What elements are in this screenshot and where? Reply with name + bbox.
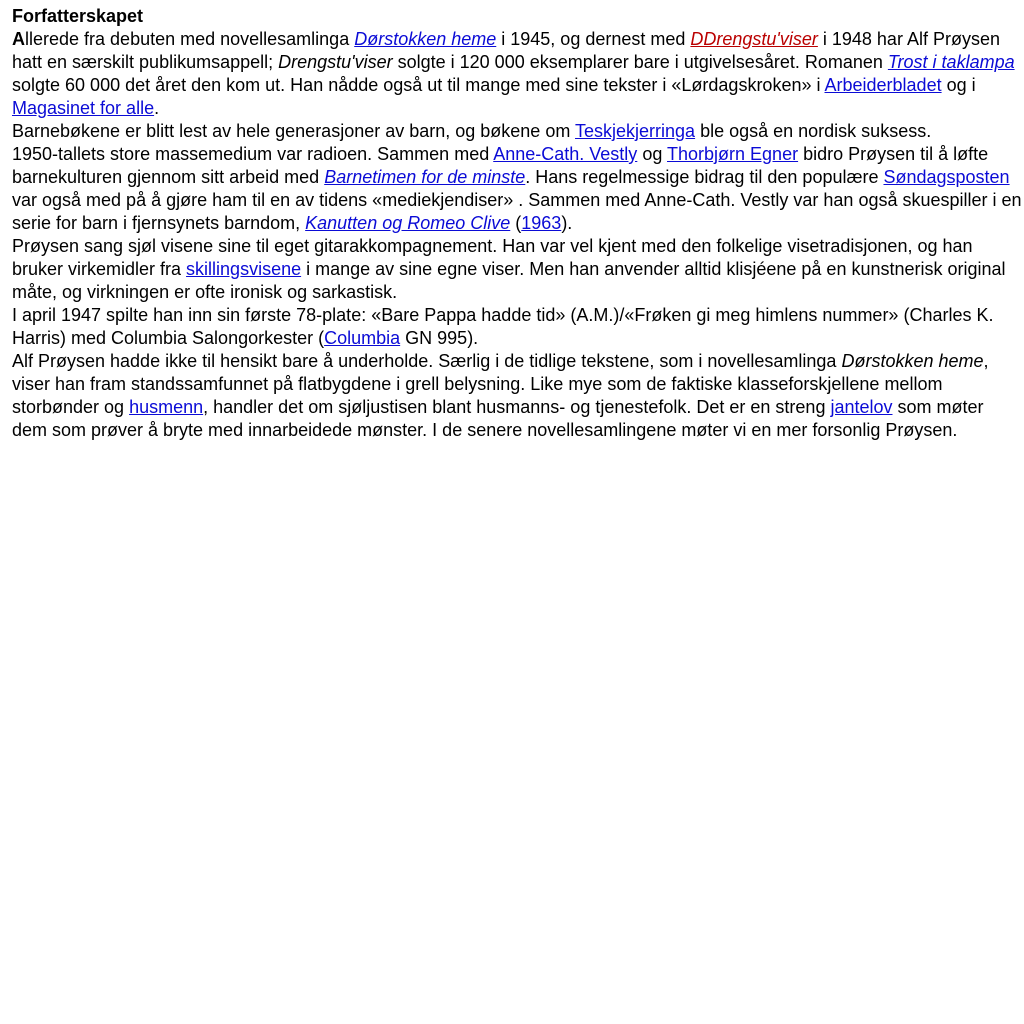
link-anne-cath-vestly[interactable]: Anne-Cath. Vestly [493, 144, 638, 164]
link-drengstu-viser[interactable]: DDrengstu'viser [690, 29, 818, 49]
link-trost-i-taklampa[interactable]: Trost i taklampa [887, 52, 1015, 72]
link-1963[interactable]: 1963 [521, 213, 562, 233]
link-columbia[interactable]: Columbia [324, 328, 401, 348]
link-skillingsvisene[interactable]: skillingsvisene [186, 259, 302, 279]
paragraph-songs: Prøysen sang sjøl visene sine til eget gitarakkompagnement. Han var vel kjent med den folkelige visetradisjonen, og han bruker virkemidler fra skillingsvisene i mange av sine egne viser. Men han anvender alltid klisjéene på en kunstnerisk original måte, og virkningen er ofte ironisk og sarkastisk. [12, 236, 1006, 302]
dropcap-letter: A [12, 29, 25, 49]
link-magasinet-for-alle[interactable]: Magasinet for alle [12, 98, 155, 118]
link-sondagsposten[interactable]: Søndagsposten [883, 167, 1010, 187]
paragraph-society: Alf Prøysen hadde ikke til hensikt bare å underholde. Særlig i de tidlige tekstene, som i novellesamlinga Dørstokken heme, viser han fram standssamfunnet på flatbygdene i grell belysning. Like mye som de faktiske klasseforskjellene mellom storbønder og husmenn, handler det om sjøljustisen blant husmanns- og tjenestefolk. Det er en streng jantelov som møter dem som prøver å bryte med innarbeidede mønster. I de senere novellesamlingene møter vi en mer forsonlig Prøysen. [12, 351, 989, 440]
link-jantelov[interactable]: jantelov [830, 397, 893, 417]
link-dorstokken-heme[interactable]: Dørstokken heme [354, 29, 497, 49]
link-teskjekjerringa[interactable]: Teskjekjerringa [575, 121, 696, 141]
paragraph-record: I april 1947 spilte han inn sin første 78-plate: «Bare Pappa hadde tid» (A.M.)/«Frøken gi meg himlens nummer» (Charles K. Harris) med Columbia Salongorkester (Columbia GN 995). [12, 305, 994, 348]
link-arbeiderbladet[interactable]: Arbeiderbladet [824, 75, 942, 95]
title-dorstokken-heme: Dørstokken heme [841, 351, 984, 371]
link-barnetimen[interactable]: Barnetimen for de minste [324, 167, 526, 187]
link-husmenn[interactable]: husmenn [129, 397, 204, 417]
paragraph-radio: 1950-tallets store massemedium var radioen. Sammen med Anne-Cath. Vestly og Thorbjørn Egner bidro Prøysen til å løfte barnekulturen gjennom sitt arbeid med Barnetimen for de minste. Hans regelmessige bidrag til den populære Søndagsposten var også med på å gjøre ham til en av tidens «mediekjendiser» . Sammen med Anne-Cath. Vestly var han også skuespiller i en serie for barn i fjernsynets barndom, Kanutten og Romeo Clive (1963). [12, 144, 1022, 233]
link-kanutten-og-romeo-clive[interactable]: Kanutten og Romeo Clive [305, 213, 511, 233]
link-thorbjorn-egner[interactable]: Thorbjørn Egner [667, 144, 799, 164]
section-heading: Forfatterskapet [12, 6, 144, 26]
paragraph-children-books: Barnebøkene er blitt lest av hele generasjoner av barn, og bøkene om Teskjekjerringa ble også en nordisk suksess. [12, 121, 932, 141]
title-drengstu-viser: Drengstu'viser [278, 52, 393, 72]
article-section [12, 5, 1022, 442]
paragraph-debut: Allerede fra debuten med novellesamlinga Dørstokken heme i 1945, og dernest med DDrengstu'viser i 1948 har Alf Prøysen hatt en særskilt publikumsappell; Drengstu'viser solgte i 120 000 eksemplarer bare i utgivelsesåret. Romanen Trost i taklampa solgte 60 000 det året den kom ut. Han nådde også ut til mange med sine tekster i «Lørdagskroken» i Arbeiderbladet og i Magasinet for alle. [12, 29, 1015, 118]
